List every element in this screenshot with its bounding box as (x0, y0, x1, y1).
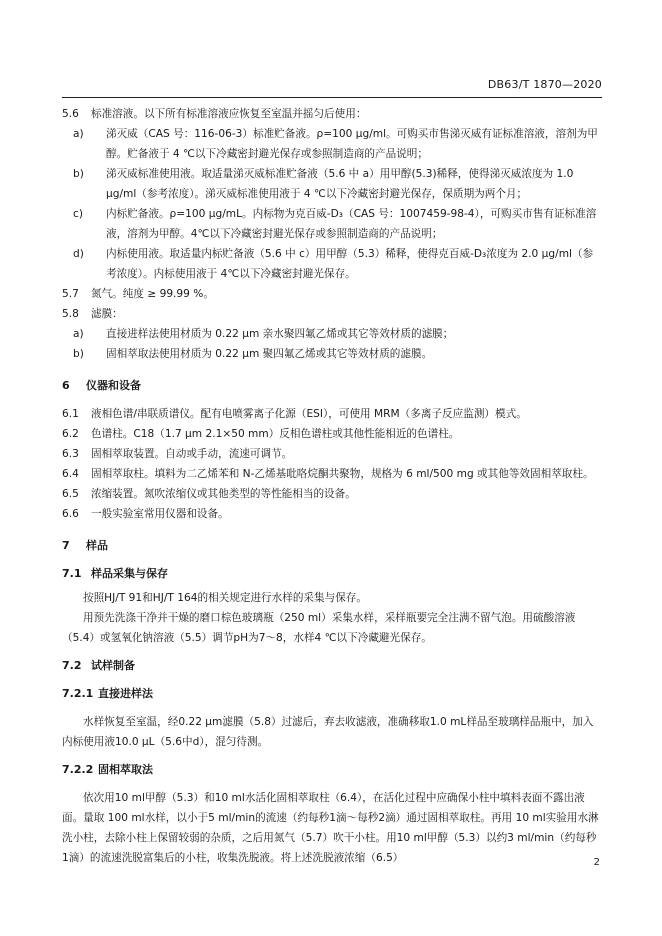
clause-6-1 (62, 404, 602, 424)
list-label: b) (73, 348, 84, 360)
clause-text: 一般实验室常用仪器和设备。 (91, 508, 229, 520)
section-number: 7.2.1 (62, 687, 94, 700)
section-number: 6 (62, 379, 70, 392)
list-item (62, 124, 602, 164)
clause-5-7 (62, 284, 602, 304)
clause-number: 5.8 (62, 308, 79, 320)
list-label: a) (73, 128, 84, 140)
clause-number: 6.1 (62, 408, 79, 420)
list-text: 涕灭威标准使用液。取适量涕灭威标准贮备液（5.6 中 a）用甲醇(5.3)稀释，使得涕灭威浓度为 1.0 μg/ml（参考浓度）。涕灭威标准使用液于 4 ℃以下冷藏密封避光保存，保质期为两个月； (106, 168, 574, 200)
section-number: 7 (62, 539, 70, 552)
clause-6-3 (62, 444, 602, 464)
clause-text: 标准溶液。以下所有标准溶液应恢复至室温并摇匀后使用： (91, 108, 367, 120)
section-7-2-heading (62, 656, 602, 676)
section-number: 7.2.2 (62, 763, 94, 776)
clause-number: 6.4 (62, 468, 79, 480)
section-7-heading (62, 536, 602, 556)
list-text: 固相萃取法使用材质为 0.22 μm 聚四氟乙烯或其它等效材质的滤膜。 (106, 348, 433, 360)
section-title: 仪器和设备 (86, 379, 141, 392)
clause-number: 6.2 (62, 428, 79, 440)
section-title: 样品 (86, 539, 108, 552)
section-7-2-1-heading (62, 684, 602, 704)
list-text: 直接进样法使用材质为 0.22 μm 亲水聚四氟乙烯或其它等效材质的滤膜； (106, 328, 454, 340)
list-label: b) (73, 168, 84, 180)
page-body (62, 104, 602, 868)
clause-6-6 (62, 504, 602, 524)
section-6-heading (62, 376, 602, 396)
header-rule (62, 97, 602, 98)
clause-number: 6.3 (62, 448, 79, 460)
paragraph: 依次用10 ml甲醇（5.3）和10 ml水活化固相萃取柱（6.4），在活化过程中应确保小柱中填料表面不露出液面。量取 100 ml水样，以小于5 ml/min的流速（约每秒1滴～每秒2滴）通过固相萃取柱。再用 10 ml实验用水淋洗小柱，去除小柱上保留较弱的杂质，之后用氮气（5.7）吹干小柱。用10 ml甲醇（5.3）以约3 ml/min（约每秒1滴）的流速洗脱富集后的小柱，收集洗脱液。将上述洗脱液浓缩（6.5） (62, 792, 599, 864)
document-code: DB63/T 1870—2020 (487, 78, 602, 91)
clause-number: 6.6 (62, 508, 79, 520)
list-label: c) (73, 208, 83, 220)
page-number: 2 (593, 857, 600, 868)
list-text: 内标贮备液。ρ=100 μg/mL。内标物为克百威-D₃（CAS 号：1007459-98-4），可购买市售有证标准溶液，溶剂为甲醇。4℃以下冷藏密封避光保存或参照制造商的产品说明； (106, 208, 597, 240)
clause-number: 6.5 (62, 488, 79, 500)
section-title: 直接进样法 (98, 687, 153, 700)
paragraph: 按照HJ/T 91和HJ/T 164的相关规定进行水样的采集与保存。 (83, 592, 367, 604)
paragraph: 水样恢复至室温，经0.22 μm滤膜（5.8）过滤后，弃去收滤液，准确移取1.0 mL样品至玻璃样品瓶中，加入内标使用液10.0 μL（5.6中d），混匀待测。 (62, 716, 594, 748)
clause-6-4 (62, 464, 602, 484)
section-7-1-heading (62, 564, 602, 584)
list-item (62, 204, 602, 244)
clause-text: 色谱柱。C18（1.7 μm 2.1×50 mm）反相色谱柱或其他性能相近的色谱柱。 (91, 428, 460, 440)
section-number: 7.2 (62, 659, 82, 672)
clause-number: 5.6 (62, 108, 79, 120)
list-item (62, 244, 602, 284)
list-item (62, 324, 602, 344)
list-text: 内标使用液。取适量内标贮备液（5.6 中 c）用甲醇（5.3）稀释，使得克百威-D₃浓度为 2.0 μg/ml（参考浓度）。内标使用液于 4℃以下冷藏密封避光保存。 (106, 248, 594, 280)
clause-5-6 (62, 104, 602, 124)
clause-number: 5.7 (62, 288, 79, 300)
clause-text: 滤膜： (91, 308, 123, 320)
clause-text: 固相萃取装置。自动或手动，流速可调节。 (91, 448, 293, 460)
section-7-2-2-heading (62, 760, 602, 780)
clause-text: 固相萃取柱。填料为二乙烯苯和 N-乙烯基吡咯烷酮共聚物，规格为 6 ml/500 mg 或其他等效固相萃取柱。 (91, 468, 594, 480)
clause-text: 氮气。纯度 ≥ 99.99 %。 (91, 288, 214, 300)
list-label: d) (73, 248, 84, 260)
clause-5-8 (62, 304, 602, 324)
list-item (62, 164, 602, 204)
clause-6-5 (62, 484, 602, 504)
list-item (62, 344, 602, 364)
list-text: 涕灭威（CAS 号：116-06-3）标准贮备液。ρ=100 μg/ml。可购买市售涕灭威有证标准溶液，溶剂为甲醇。贮备液于 4 ℃以下冷藏密封避光保存或参照制造商的产品说明； (106, 128, 598, 160)
section-title: 固相萃取法 (98, 763, 153, 776)
paragraph: 用预先洗涤干净并干燥的磨口棕色玻璃瓶（250 ml）采集水样，采样瓶要完全注满不留气泡。用硫酸溶液（5.4）或氢氧化钠溶液（5.5）调节pH为7～8，水样4 ℃以下冷藏避光保存。 (62, 612, 576, 644)
clause-6-2 (62, 424, 602, 444)
section-title: 样品采集与保存 (91, 567, 168, 580)
list-label: a) (73, 328, 84, 340)
section-number: 7.1 (62, 567, 82, 580)
section-title: 试样制备 (91, 659, 135, 672)
clause-text: 液相色谱/串联质谱仪。配有电喷雾离子化源（ESI），可使用 MRM（多离子反应监测）模式。 (91, 408, 527, 420)
clause-text: 浓缩装置。氮吹浓缩仪或其他类型的等性能相当的设备。 (91, 488, 356, 500)
